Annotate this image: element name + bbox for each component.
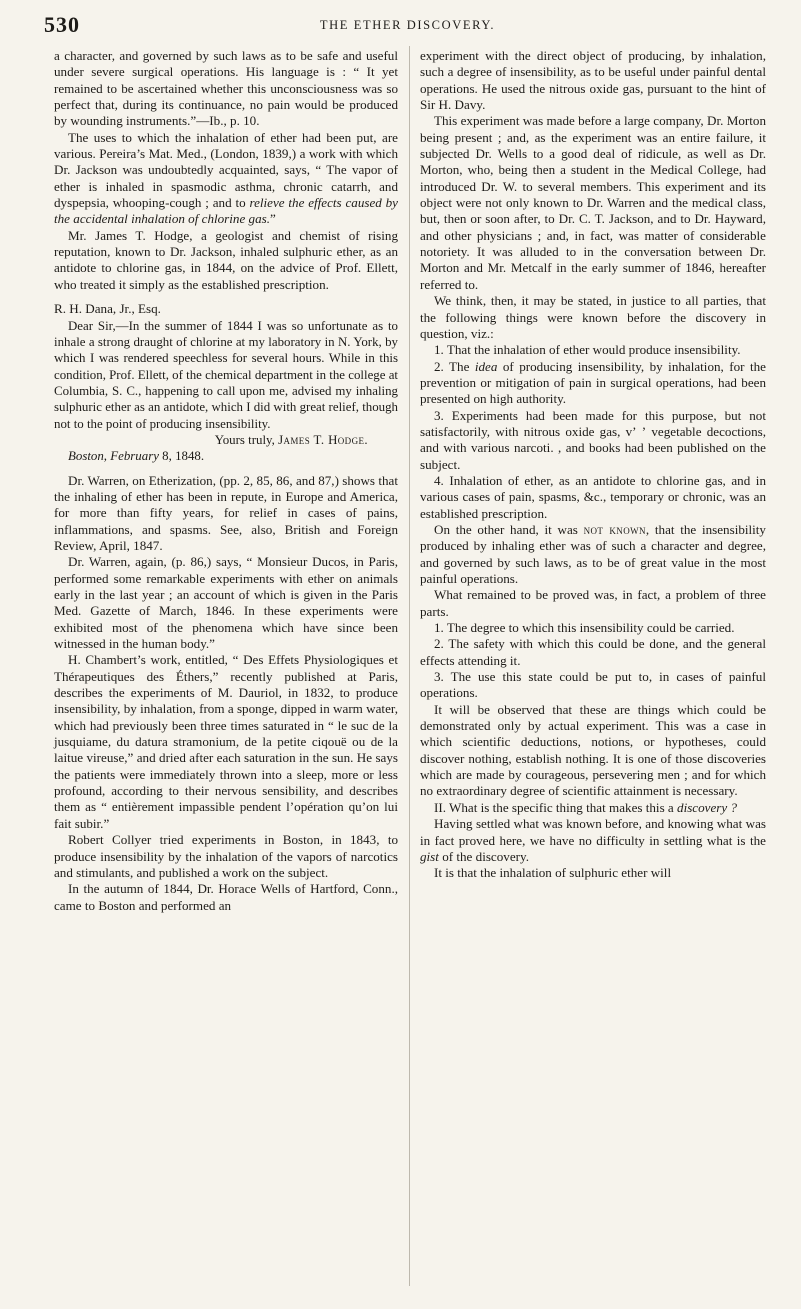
paragraph: Robert Collyer tried experiments in Boston, in 1843, to produce insensibility by the inhalation of the vapors of narcotics and stimulants, and published a work on the subject. bbox=[54, 832, 398, 880]
list-item: 1. That the inhalation of ether would produce insensibility. bbox=[434, 342, 741, 358]
letter-dateline bbox=[54, 448, 398, 464]
running-head: THE ETHER DISCOVERY. bbox=[319, 18, 496, 32]
letter-signature bbox=[54, 432, 398, 448]
italic-text: gist bbox=[420, 848, 439, 864]
text-run: On the other hand, it was bbox=[434, 521, 584, 537]
page-header bbox=[44, 12, 771, 38]
list-item: 2. The safety with which this could be done, and the general effects attending it. bbox=[420, 636, 766, 668]
paragraph: What remained to be proved was, in fact, a problem of three parts. bbox=[420, 587, 766, 619]
paragraph: Dr. Warren, on Etherization, (pp. 2, 85, 86, and 87,) shows that the inhaling of ether has been in repute, in Europe and America, for more than fifty years, for relief in cases of pains, inflammations, and spasms. See, also, British and Foreign Review, April, 1847. bbox=[54, 472, 398, 553]
column-divider bbox=[409, 46, 410, 1286]
paragraph: experiment with the direct object of producing, by inhalation, such a degree of insensibility, as to be useful under painful dental operations. He used the nitrous oxide gas, pursuant to the hint of Sir H. Davy. bbox=[420, 48, 766, 113]
text-run: 8, 1848. bbox=[158, 449, 205, 464]
italic-text: idea bbox=[474, 358, 498, 374]
text-run: Having settled what was known before, and knowing what was in fact proved here, we have no difficulty in settling what is the bbox=[420, 816, 766, 848]
text-run: 2. The bbox=[434, 358, 475, 374]
text-run: of the discovery. bbox=[438, 848, 529, 864]
italic-text: relieve the effects caused by the accidental inhalation of chlorine gas. bbox=[54, 195, 398, 227]
letter-addressee: R. H. Dana, Jr., Esq. bbox=[54, 301, 161, 317]
paragraph: a character, and governed by such laws as to be safe and useful under severe surgical operations. His language is : “ It yet remained to be ascertained whether this unconsciousness was so perfect that, during its continuance, no pain would be produced by wounding instruments.”—Ib., p. 10. bbox=[54, 48, 398, 129]
paragraph: Mr. James T. Hodge, a geologist and chemist of rising reputation, known to Dr. Jackson, inhaled sulphuric ether, as an antidote to chlorine gas, in 1844, on the advice of Prof. Ellett, who treated it simply as the established prescription. bbox=[54, 227, 398, 292]
paragraph: This experiment was made before a large company, Dr. Morton being present ; and, as the experiment was an entire failure, it subjected Dr. Wells to a good deal of ridicule, as well as Dr. Morton, who, being then a student in the Medical College, had introduced Dr. W. to several members. This experiment and its object were not only known to Dr. Warren and the medical class, but, then or soon after, to Dr. C. T. Jackson, and to Dr. Hayward, and other physicians ; and, in fact, was matter of considerable notoriety. It was alluded to in the conversation between Dr. Morton and Mr. Metcalf in the early summer of 1846, hereafter referred to. bbox=[420, 113, 766, 292]
letter-body: Dear Sir,—In the summer of 1844 I was so unfortunate as to inhale a strong draught of chlorine at my laboratory in N. York, by which I was rendered speechless for several hours. While in this condition, Prof. Ellett, of the chemical department in the college at Columbia, S. C., happening to call upon me, advised my inhaling sulphuric ether as an antidote, which I did with great relief, though not to the point of producing insensibility. bbox=[54, 318, 399, 431]
italic-text: discovery ? bbox=[677, 799, 738, 815]
paragraph: H. Chambert’s work, entitled, “ Des Effets Physiologiques et Thérapeutiques des Éthers,” recently published at Paris, describes the experiments of M. Dauriol, in 1832, to produce insensibility, by inhalation, from a sponge, dipped in warm water, which had previously been three times saturated in “ le suc de la jusquiame, du datura stramonium, de la petite ciqouë ou de la laitue vireuse,” and dried after each saturation in the sun. He says the patients were immediately thrown into a sleep, more or less profound, according to their nervous sensibility, and describes them as “ entièrement impassible pendent l’opération qu’on lui fait subir.” bbox=[54, 652, 398, 831]
question-heading bbox=[420, 800, 766, 816]
list-item bbox=[420, 359, 766, 408]
text-run: of producing insensibility, by inhalation, for the prevention or mitigation of pain in surgical operations, had been presented on high authority. bbox=[420, 358, 766, 407]
signer-name: James T. Hodge. bbox=[278, 432, 368, 447]
small-caps-text: not known bbox=[583, 521, 646, 537]
paragraph: It is that the inhalation of sulphuric ether will bbox=[434, 865, 672, 881]
list-item: 4. Inhalation of ether, as an antidote to chlorine gas, and in various cases of pain, spasms, &c., temporary or chronic, was an established prescription. bbox=[420, 472, 766, 521]
list-item: 1. The degree to which this insensibility could be carried. bbox=[434, 620, 735, 636]
text-run: ” bbox=[270, 211, 276, 227]
list-item: 3. Experiments had been made for this purpose, but not satisfactorily, with nitrous oxide gas, vʼ ʼ vegetable decoctions, and with various narcoti. , and books had been published on the subject. bbox=[420, 407, 766, 472]
paragraph bbox=[54, 130, 398, 228]
paragraph: In the autumn of 1844, Dr. Horace Wells of Hartford, Conn., came to Boston and performed an bbox=[54, 881, 398, 913]
page-number: 530 bbox=[44, 12, 80, 37]
paragraph bbox=[420, 522, 766, 587]
text-run: II. What is the specific thing that makes this a bbox=[434, 799, 678, 815]
list-item: 3. The use this state could be put to, in cases of painful operations. bbox=[420, 669, 766, 701]
text-run: The uses to which the inhalation of ether had been put, are various. Pereira’s Mat. Med., (London, 1839,) a work with which Dr. Jackson was undoubtedly acquainted, says, “ The vapor of ether is inhaled in spasmodic asthma, chronic catarrh, and dyspepsia, whooping-cough ; and to bbox=[54, 129, 398, 211]
paragraph bbox=[420, 816, 766, 865]
italic-text: Boston, February bbox=[68, 449, 159, 464]
text-run: Yours truly, bbox=[214, 432, 279, 447]
left-column bbox=[54, 48, 398, 914]
right-column bbox=[420, 48, 766, 882]
paragraph: It will be observed that these are things which could be demonstrated only by actual experiment. This was a case in which scientific deductions, notions, or hypotheses, could discover nothing, establish nothing. It is one of those discoveries which are made by courageous, persevering men ; and for which no extraordinary degree of scientific attainment is necessary. bbox=[420, 701, 766, 799]
text-run: , that the insensibility produced by inhaling ether was of such a character and degree, and governed by such laws, as to be of great value in the most painful operations. bbox=[420, 521, 766, 586]
paragraph: Dr. Warren, again, (p. 86,) says, “ Monsieur Ducos, in Paris, performed some remarkable experiments with ether on animals early in the last year ; an account of which is given in the Paris Med. Gazette of March, 1846. In these experiments were exhibited most of the phenomena which have since been witnessed in the human body.” bbox=[54, 554, 398, 652]
paragraph: We think, then, it may be stated, in justice to all parties, that the following things were known before the discovery in question, viz.: bbox=[420, 293, 766, 341]
